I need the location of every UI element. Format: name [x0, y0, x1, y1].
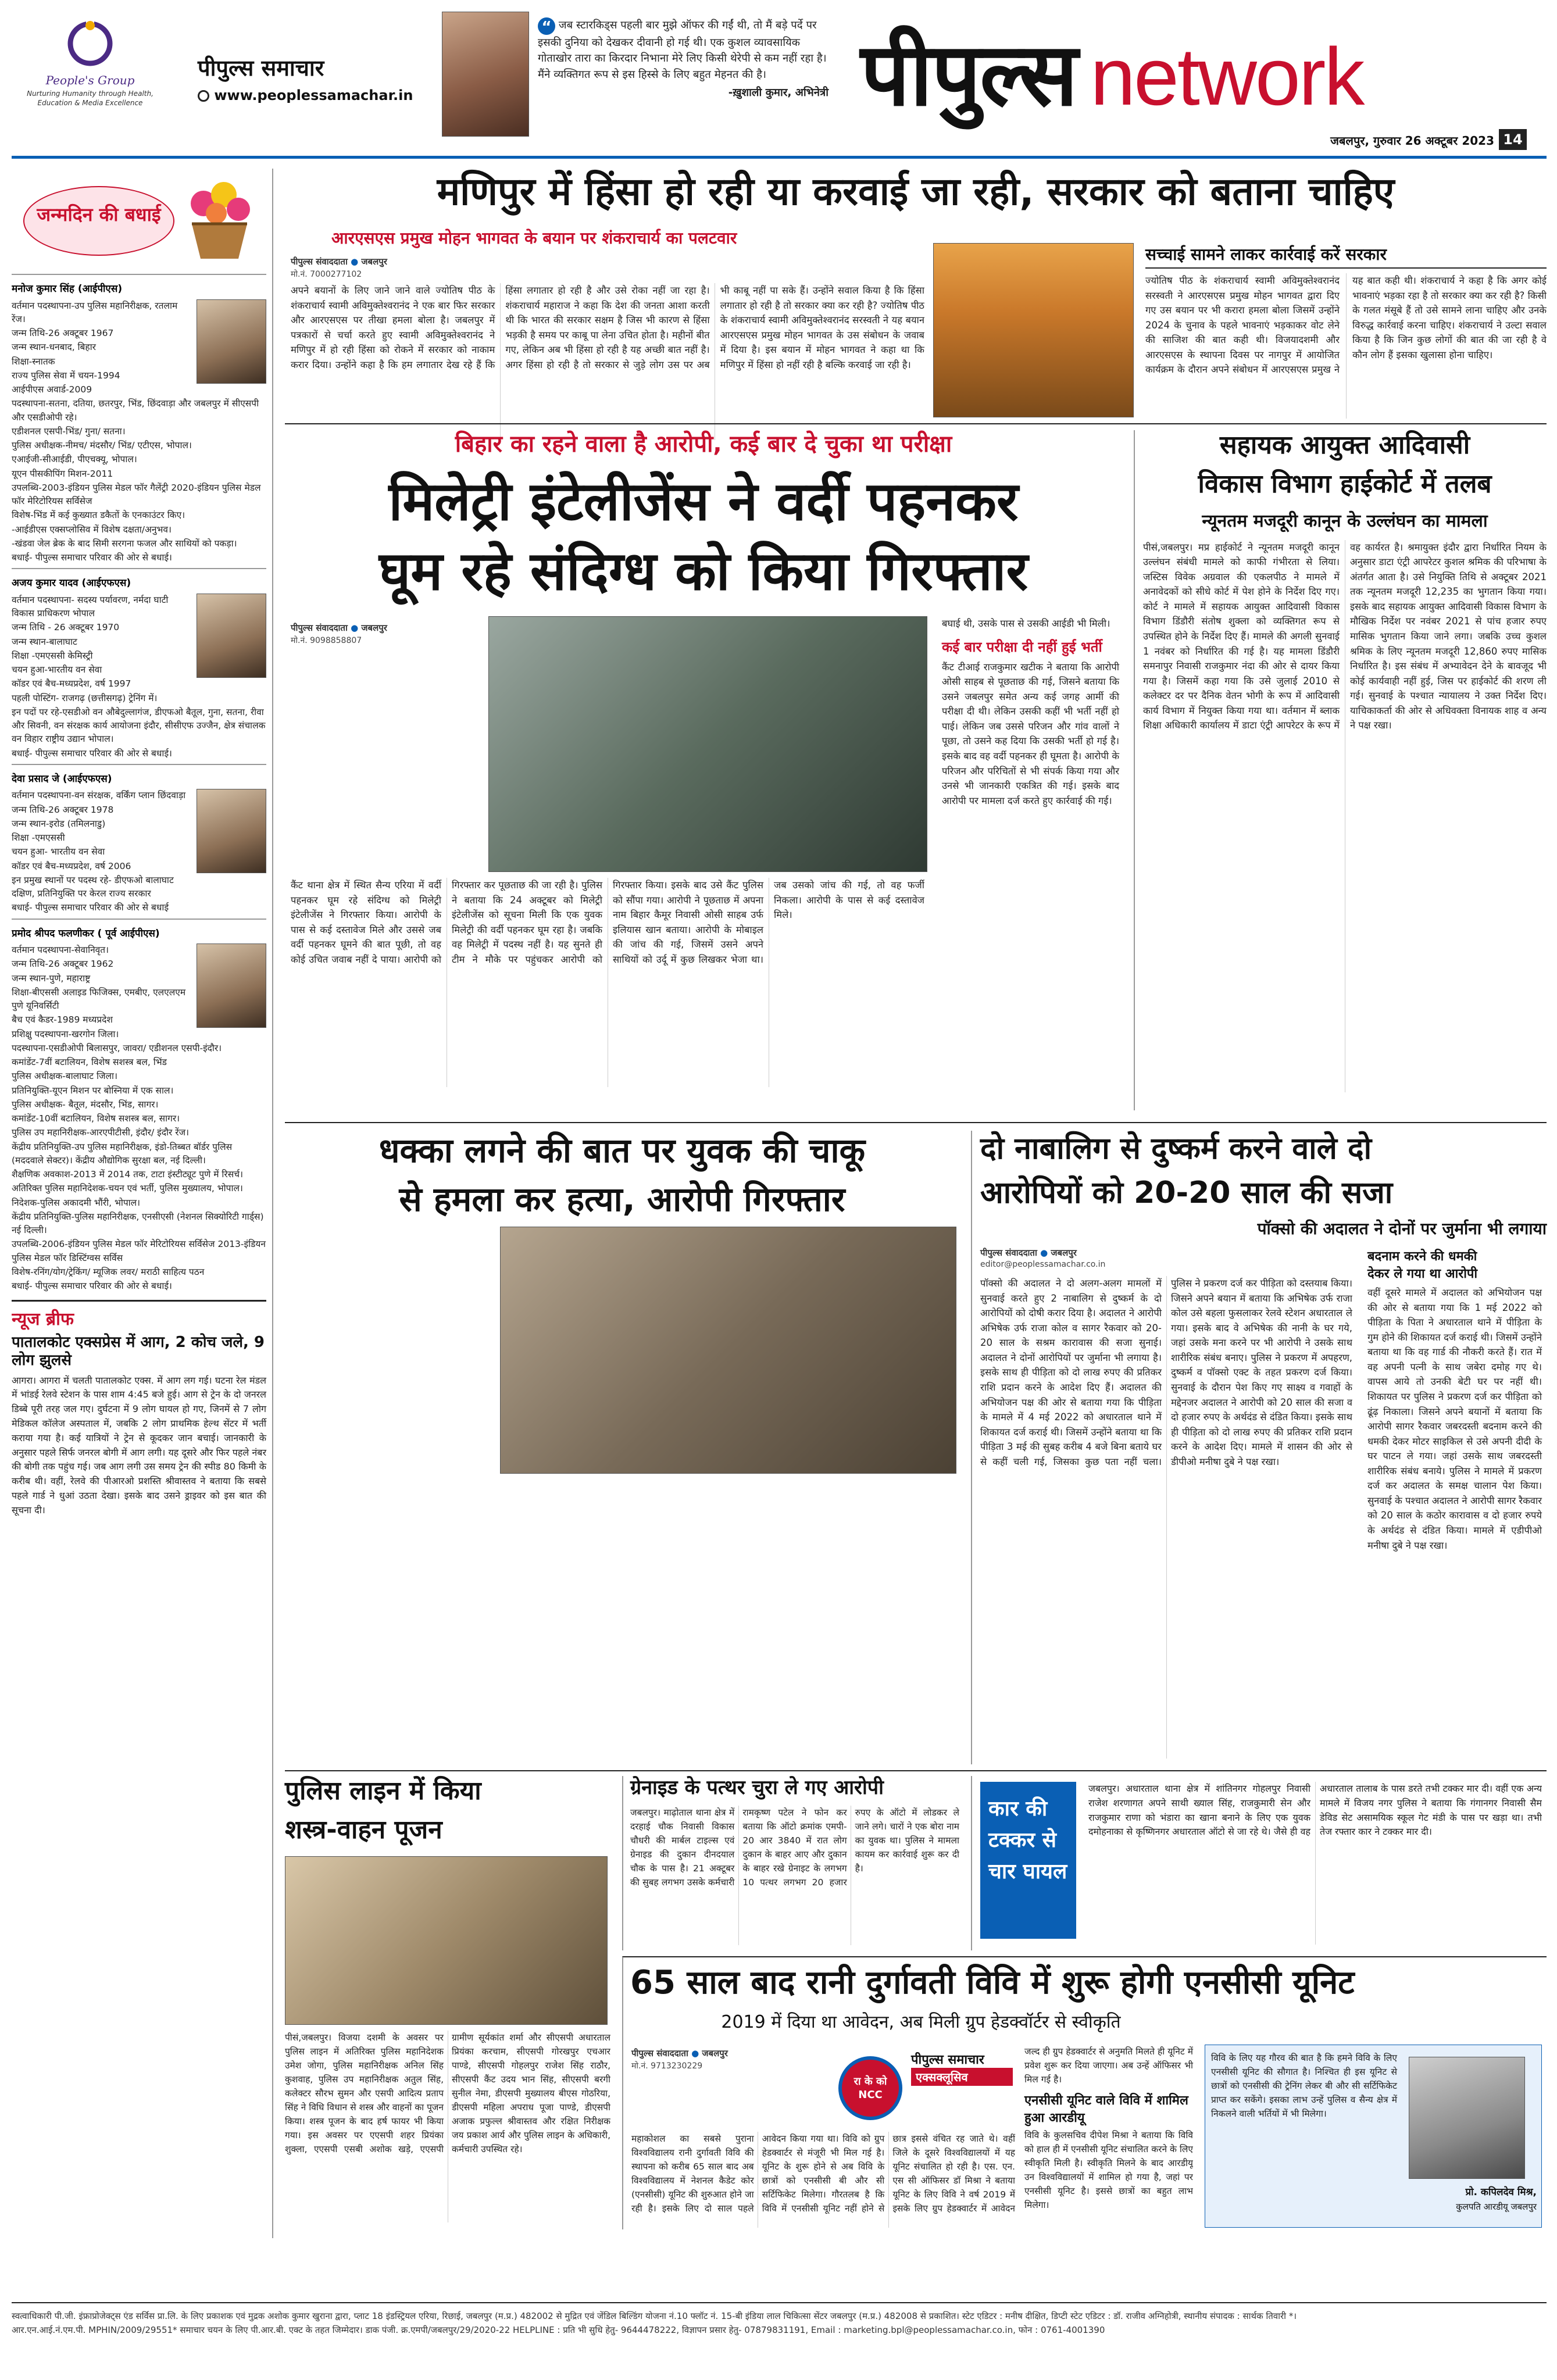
manipur-side-title: सच्चाई सामने लाकर कार्रवाई करें सरकार: [1145, 243, 1547, 269]
birthday-person-detail: जन्म स्थान-बालाघाट: [12, 636, 77, 647]
manipur-body: अपने बयानों के लिए जाने जाने वाले ज्योतिष पीठ के शंकराचार्य स्वामी अविमुक्तेश्वरानंद ने एक बार फिर सरकार और आरएसएस पर तीखा हमला बोला है। जबलपुर में पत्रकारों से चर्चा करते हुए स्वामी अविमुक्तेश्वरानंद ने मणिपुर में हो रही हिंसा को रोकने में सरकार को नाकाम करार दिया। उन्होंने कहा है कि हम लगातार देख रहे हैं कि हिंसा लगातार हो रही है और उसे रोका नहीं जा रहा है। शंकराचार्य महाराज ने कहा कि देश की जनता आशा करती थी कि भारत की सरकार सक्षम है जिस भी कारण से हिंसा भड़की है समय पर काबू पा लेना उचित होता है। महीनों बीत गए, लेकिन अब भी हिंसा हो रही है यह अच्छी बात नहीं है। अगर हिंसा हो रही है तो सरकार से जुड़े लोग उस पर अब भी काबू नहीं पा सके हैं। उन्होंने सवाल किया है कि हिंसा लगातार हो रही है तो सरकार क्या कर रही है? ज्योतिष पीठ के शंकराचार्य स्वामी अविमुक्तेश्वरानंद सरस्वती ने यह बयान आरएसएस प्रमुख मोहन भागवत के उस संबोधन के जवाब में दिया है। इस बयान में मोहन भागवत ने कहा था कि मणिपुर में हिंसा हो नहीं रही है बल्कि करवाई जा रही है।: [291, 285, 924, 370]
title-english: network: [1090, 31, 1363, 122]
birthday-person-photo: [197, 299, 266, 384]
small-brand-title: पीपुल्स समाचार: [198, 55, 324, 81]
ncc-body: महाकोशल का सबसे पुराना विश्वविद्यालय रानी दुर्गावती विवि की स्थापना को करीब 65 साल बाद अब विश्वविद्यालय में नेशनल कैडेट कोर (एनसीसी) यूनिट की शुरुआत होने जा रही है। इसके लिए दो साल पहले आवेदन किया गया था। विवि को ग्रुप हेडक्वार्टर से मंजूरी भी मिल गई है। यूनिट के शुरू होने से अब विवि के छात्रों को एनसीसी बी और सी सर्टिफिकेट मिलेगा। गौरतलब है कि विवि में एनसीसी यूनिट नहीं होने से छात्र इससे वंचित रह जाते थे। वहीं जिले के दूसरे विश्वविद्यालयों में यह यूनिट संचालित हो रही है। एस. एन. एस सी ऑफिसर डॉ मिश्रा ने बताया यूनिट के लिए विवि ने वर्ष 2019 में इसके लिए ग्रुप हेडक्वार्टर में आवेदन: [631, 2134, 1015, 2214]
website-text: www.peoplessamachar.in: [214, 87, 413, 103]
birthday-person-photo: [197, 594, 266, 678]
birthday-person-detail: वर्तमान पदस्थापना-उप पुलिस महानिरीक्षक, रतलाम रेंज।: [12, 300, 178, 324]
birthday-person-detail: जन्म स्थान-इरोड (तमिलनाडु): [12, 818, 106, 829]
ncc-headline: 65 साल बाद रानी दुर्गावती विवि में शुरू होगी एनसीसी यूनिट: [630, 1964, 1355, 2002]
news-brief-label: न्यूज ब्रीफ: [12, 1309, 74, 1330]
exclusive-tag: [911, 2050, 1013, 2086]
birthday-person-photo: [197, 789, 266, 873]
exclusive-brand: पीपुल्स समाचार: [911, 2053, 984, 2067]
shankaracharya-photo: [933, 243, 1134, 417]
military-mobile: मो.नं. 9098858807: [291, 636, 362, 645]
manipur-story: [285, 169, 1547, 424]
car-story: [971, 1776, 1547, 1950]
birthday-person: [12, 919, 266, 1293]
dateline: जबलपुर, गुरुवार 26 अक्टूबर 2023: [1330, 134, 1494, 148]
pocso-sub-title-2: देकर ले गया था आरोपी: [1367, 1267, 1478, 1281]
grenade-headline: ग्रेनाइड के पत्थर चुरा ले गए आरोपी: [630, 1776, 884, 1799]
ncc-quote-box: [1205, 2045, 1542, 2228]
hc-story: [1134, 430, 1547, 1110]
birthday-person-detail: पदस्थापना-एसडीओपी बिलासपुर, जावरा/ एडीशनल एसपी-इंदौर।: [12, 1042, 222, 1053]
military-headline-2: घूम रहे संदिग्ध को किया गिरफ्तार: [378, 540, 1029, 603]
brief-text: आगरा। आगरा में चलती पातालकोट एक्स. में आग लग गई। घटना रेल मंडल में भांडई रेलवे स्टेशन के पास शाम 4:45 बजे हुई। आग से ट्रेन के दो जनरल डिब्बे पूरी तरह जल गए। दुर्घटना में 9 लोग घायल हो गए, जिनमें से 7 लोग मेडिकल कॉलेज अस्पताल में, जबकि 2 लोग प्राथमिक हेल्थ सेंटर में भर्ती कराया गया है। कई यात्रियों ने ट्रेन से कूदकर जान बचाई। जानकारी के अनुसार पहले सिर्फ जनरल बोगी में आग लगी। यह दूसरे और फिर पहले नंबर की बोगी तक पहुंच गई। जब आग लगी उस समय ट्रेन की स्पीड 80 किमी के करीब थी। वहीं, रेलवे की पीआरओ प्रशस्ति श्रीवास्तव ने बताया कि सबसे पहले गार्ड ने धुआं उठता देखा। इसके बाद उसने ड्राइवर को इस बात की सूचना दी।: [12, 1374, 266, 1516]
birthday-person-detail: बैच एवं कैडर-1989 मध्यप्रदेश: [12, 1014, 113, 1025]
page-number: 14: [1499, 129, 1527, 150]
manipur-subhead: आरएसएस प्रमुख मोहन भागवत के बयान पर शंकराचार्य का पलटवार: [331, 228, 737, 248]
pocso-sub-body: वहीं दूसरे मामले में अदालत को अभियोजन पक्ष की ओर से बताया गया कि 1 मई 2022 को पीड़िता के पिता ने अधारताल थाने में पीड़िता के गुम होने की शिकायत दर्ज कराई थी। जिसमें उन्होंने बताया था कि वह गार्ड की नौकरी करते हैं। रात में वह अपनी पत्नी के साथ जबेरा दमोह गए थे। वापस आये तो उनकी बेटी घर पर नहीं थी। शिकायत पर पुलिस ने प्रकरण दर्ज कर पीड़िता को ढूंढ़ निकाला। जिसने अपने बयानों में बताया कि आरोपी सागर रैकवार जबरदस्ती बदनाम करने की धमकी देकर मोटर साइकिल से उसे अपनी दीदी के घर पाटन ले गया। जहां उसके साथ जबरदस्ती शारीरिक संबंध बनाये। पुलिस ने मामले में प्रकरण दर्ज कर अदालत के समक्ष चालान पेश किया। सुनवाई के पश्चात अदालत ने आरोपी सागर रैकवार को 20 साल के कठोर कारावास व दो हजार रुपये के अर्थदंड से दंडित किया। मामले में एडीपीओ मनीषा दुबे ने पक्ष रखा।: [1367, 1287, 1542, 1551]
birthday-person-detail: पुलिस अधीक्षक- बैतूल, मंदसौर, भिंड, सागर।: [12, 1099, 159, 1110]
military-body: कैंट थाना क्षेत्र में स्थित सैन्य एरिया में वर्दी पहनकर घूम रहे संदिग्ध को मिलेट्री इंटेलीजेंस ने गिरफ्तार किया। आरोपी के पास से कई दस्तावेज मिले और उससे जब वर्दी पहनकर घूमने की बात पूछी, तो वह कोई उचित जवाब नहीं दे पाया। आरोपी को गिरफ्तार कर पूछताछ की जा रही है। पुलिस ने बताया कि 24 अक्टूबर को मिलेट्री इंटेलीजेंस को सूचना मिली कि एक युवक मिलेट्री की वर्दी पहनकर घूम रहा है। जबकि वह मिलेट्री में पदस्थ नहीं है। यह सुनते ही टीम ने मौके पर पहुंचकर आरोपी को गिरफ्तार किया। इसके बाद उसे कैंट पुलिस को सौंपा गया। आरोपी ने पूछताछ में अपना नाम बिहार कैमूर निवासी ओसी साहब उर्फ इलियास खान बताया। आरोपी के मोबाइल की जांच की गई, जिसमें उसने अपने साथियों को उर्दू में कुछ लिखकर भेजा था। जब उसको जांच की गई, तो वह फर्जी निकला। आरोपी के पास से कई दस्तावेज मिले।: [291, 880, 924, 965]
pocso-sub-title-1: बदनाम करने की धमकी: [1367, 1249, 1477, 1264]
ncc-mobile: मो.नं. 9713230229: [631, 2061, 703, 2071]
website-link[interactable]: [198, 87, 442, 103]
military-kicker: बिहार का रहने वाला है आरोपी, कई बार दे चुका था परीक्षा: [455, 431, 952, 458]
birthday-person-detail: केंद्रीय प्रतिनियुक्ति-उप पुलिस महानिरीक्षक, इंडो-तिब्बत बॉर्डर पुलिस (मददवाले सेक्टर)। केंद्रीय औद्योगिक सुरक्षा बल, नई दिल्ली।: [12, 1141, 233, 1166]
birthday-person-detail: पुलिस अधीक्षक-बालाघाट जिला।: [12, 1071, 117, 1082]
birthday-person-detail: एआईजी-सीआईडी, पीएचक्यू, भोपाल।: [12, 454, 137, 465]
pocso-headline-1: दो नाबालिग से दुष्कर्म करने वाले दो: [980, 1131, 1372, 1166]
lower-rule: [285, 1770, 1547, 1771]
military-byline: पीपुल्स संवाददाता ● जबलपुर: [291, 623, 387, 633]
murder-headline-1: धक्का लगने की बात पर युवक की चाकू: [378, 1131, 866, 1170]
police-line-body: पीसं,जबलपुर। विजया दशमी के अवसर पर पुलिस लाइन में अतिरिक्त पुलिस महानिदेशक उमेश जोगा, पुलिस महानिरीक्षक अनिल सिंह कुशवाह, पुलिस उप महानिरीक्षक अतुल सिंह, कलेक्टर सौरभ सुमन और एसपी आदित्य प्रताप सिंह ने विधि विधान से शस्त्र और वाहनों का पूजन किया। शस्त्र पूजन के बाद हर्ष फायर भी किया गया। इस अवसर पर एएसपी शहर प्रियंका शुक्ला, एएसपी एसबी अशोक खड़े, एएसपी ग्रामीण सूर्यकांत शर्मा और सीएसपी अधारताल प्रियंका करचाम, सीएसपी गोरखपुर एचआर पाण्डे, सीएसपी गोहलपुर राजेश सिंह राठौर, सीएसपी कैंट उदय भान सिंह, सीएसपी बरगी सुनील नेमा, डीएसपी मुख्यालय बीएस गोठरिया, डीएसपी महिला अपराध पूजा पाण्डे, डीएसपी अजाक प्रफुल्ल श्रीवास्तव और रक्षित निरीक्षक जय प्रकाश आर्य और पुलिस लाइन के अधिकारी, कर्मचारी उपस्थित रहे।: [285, 2032, 610, 2154]
birthday-person-detail: कमांडेंट-7वीं बटालियन, विशेष सशस्त्र बल, भिंड: [12, 1057, 167, 1067]
police-line-headline-1: पुलिस लाइन में किया: [285, 1776, 481, 1806]
manipur-byline: पीपुल्स संवाददाता ● जबलपुर: [291, 256, 387, 267]
birthday-list: [12, 274, 266, 1293]
manipur-rule: [285, 423, 1547, 424]
birthday-person-detail: निदेशक-पुलिस अकादमी भौंरी, भोपाल।: [12, 1197, 141, 1208]
imprint-footer: [12, 2302, 1547, 2366]
birthday-person-detail: प्रतिनियुक्ति-यूएन मिशन पर बोस्निया में एक साल।: [12, 1085, 174, 1096]
manipur-side-body: ज्योतिष पीठ के शंकराचार्य स्वामी अविमुक्तेश्वरानंद सरस्वती ने आरएसएस प्रमुख मोहन भागवत द्वारा दिए गए उस बयान पर भी करारा हमला बोला जिसमें उन्होंने 2024 के चुनाव के पहले भावनाएं भड़काकर वोट लेने की साजिश की बात कही थी। विजयादशमी और आरएसएस के स्थापना दिवस पर नागपुर में आयोजित कार्यक्रम के दौरान अपने संबोधन में आरएसएस प्रमुख ने यह बात कही थी। शंकराचार्य ने कहा है कि अगर कोई भावनाएं भड़का रहा है तो सरकार क्या कर रही है? किसी के गलत मंसूबे हैं तो उसे सामने लाना चाहिए और उनके विरुद्ध कार्रवाई करना चाहिए। शंकराचार्य ने उल्टा सवाल किया है कि जिन कुछ लोगों की बात की जा रही है वे कौन लोग हैं इसका खुलासा होना चाहिए।: [1145, 275, 1547, 376]
birthday-person-name: प्रमोद श्रीपद फलणीकर ( पूर्व आईपीएस): [12, 927, 160, 939]
quote-icon: “: [538, 17, 555, 35]
birthday-person-name: अजय कुमार यादव (आईएफएस): [12, 577, 131, 589]
birthday-person-detail: राज्य पुलिस सेवा में चयन-1994: [12, 370, 120, 381]
brief-headline: पातालकोट एक्सप्रेस में आग, 2 कोच जले, 9 लोग झुलसे: [12, 1334, 265, 1370]
birthday-title: जन्मदिन की बधाई: [23, 186, 174, 256]
manipur-sidebox: [1145, 243, 1547, 420]
birthday-person-detail: केंद्रीय प्रतिनियुक्ति-पुलिस महानिरीक्षक, एनसीएसी (नेशनल सिक्योरिटी गार्ड्स) नई दिल्ली।: [12, 1211, 264, 1235]
ncc-side-author: प्रो. कपिलदेव मिश्र,: [1465, 2186, 1537, 2198]
ncc-body-2: जल्द ही ग्रुप हेडक्वार्टर से अनुमति मिलते ही यूनिट में प्रवेश शुरू कर दिया जाएगा। अब उन्हें ऑफिसर भी मिल गई है।: [1024, 2046, 1193, 2085]
birthday-person-detail: शिक्षा -एमएससी केमिस्ट्री: [12, 650, 93, 661]
manipur-headline: मणिपुर में हिंसा हो रही या करवाई जा रही, सरकार को बताना चाहिए: [437, 169, 1395, 214]
birthday-person-detail: वर्तमान पदस्थापना-सेवानिवृत।: [12, 945, 109, 955]
birthday-person-detail: उपलब्धि-2006-इंडियन पुलिस मेडल फॉर मेरिटोरियस सर्विसेज 2013-इंडियन पुलिस मेडल फॉर डिस्टिंग्वस सर्विस: [12, 1239, 266, 1263]
ncc-sub-body: विवि के कुलसचिव दीपेश मिश्रा ने बताया कि विवि को हाल ही में एनसीसी यूनिट संचालित करने के लिए स्वीकृति मिली है। स्वीकृति मिलने के बाद आरडीयू उन विश्वविद्यालयों में शामिल हो गया है, जहां पर एनसीसी यूनिट है। इससे छात्रों का बहुत लाभ मिलेगा।: [1024, 2130, 1193, 2211]
birthday-person-detail: शैक्षणिक अवकाश-2013 में 2014 तक, टाटा इंस्टीट्यूट पुणे में रिसर्च।: [12, 1169, 243, 1180]
pocso-email: editor@peoplessamachar.co.in: [980, 1260, 1106, 1269]
small-brand: [198, 52, 442, 103]
birthday-person-detail: जन्म स्थान-धनबाद, बिहार: [12, 342, 96, 353]
ncc-logo: रा के को NCC: [838, 2056, 902, 2120]
birthday-person-detail: जन्म स्थान-पुणे, महाराष्ट्र: [12, 973, 91, 984]
birthday-person-detail: पुलिस उप महानिरीक्षक-आरएपीटीसी, इंदौर/ इंदौर रेंज।: [12, 1127, 189, 1138]
ncc-byline: पीपुल्स संवाददाता ● जबलपुर: [631, 2048, 728, 2059]
ncc-side-author-role: कुलपति आरडीयू जबलपुर: [1456, 2202, 1537, 2212]
actress-photo: [442, 12, 529, 137]
birthday-person-detail: शिक्षा-स्नातक: [12, 356, 55, 367]
peoples-group-logo-icon: [64, 17, 116, 70]
flower-basket-icon: [180, 177, 259, 262]
pocso-byline: पीपुल्स संवाददाता ● जबलपुर: [980, 1248, 1077, 1258]
group-name: People's Group: [45, 73, 135, 87]
ncc-subhead: 2019 में दिया था आवेदन, अब मिली ग्रुप हेडक्वॉर्टर से स्वीकृति: [721, 2012, 1121, 2033]
birthday-person: [12, 274, 266, 564]
birthday-person-detail: -आईडीएस एक्सप्लोसिव में विशेष दक्षता/अनुभव।: [12, 524, 172, 535]
birthday-person-detail: जन्म तिथि-26 अक्टूबर 1967: [12, 328, 114, 338]
group-tagline: Nurturing Humanity through Health, Education & Media Excellence: [27, 90, 153, 107]
masthead-rule: [12, 156, 1547, 159]
grenade-story: [622, 1776, 959, 1950]
grenade-body: जबलपुर। माढ़ोताल थाना क्षेत्र में दरहाई चौक निवासी विकास चौधरी की मार्बल टाइल्स एवं ग्रेनाइड की दुकान दीनदयाल चौक के पास है। 21 अक्टूबर की सुबह लगभग उसके कर्मचारी रामकृष्ण पटेल ने फोन कर बताया कि ऑटो क्रमांक एमपी- 20 आर 3840 में रात लोग दुकान के बाहर आए और दुकान के बाहर रखे ग्रेनाइट के लगभग 10 पत्थर लगभग 20 हजार रुपए के ऑटो में लोडकर ले जाने लगे। चारों ने एक बोरा नाम का युवक था। पुलिस ने मामला कायम कर कार्रवाई शुरू कर दी है।: [630, 1807, 959, 1888]
birthday-person-detail: जन्म तिथि-26 अक्टूबर 1978: [12, 804, 114, 815]
birthday-person-detail: इन पदों पर रहे-एसडीओ वन औबेदुल्लागंज, डीएफओ बैतूल, गुना, सतना, रीवा और सिवनी, वन संरक्षक कार्य आयोजना इंदौर, सीसीएफ उज्जैन, क्षेत्र संचालक वन विहार राष्ट्रीय उद्यान भोपाल।: [12, 706, 266, 745]
military-end-text: बघाई थी, उसके पास से उसकी आईडी भी मिली।: [942, 618, 1110, 629]
birthday-person: [12, 568, 266, 760]
birthday-person-detail: पुलिस अधीक्षक-नीमच/ मंदसौर/ भिंड/ एटीएस, भोपाल।: [12, 440, 192, 451]
actress-quote: “ जब स्टारकिड्स पहली बार मुझे ऑफर की गईं थी, तो मैं बड़े पर्दे पर इसकी दुनिया को देखकर दीवानी हो गई थी। एक कुशल व्यावसायिक गोताखोर तारा का किरदार निभाना मेरे लिए किसी थेरेपी से कम नहीं रहा है। मैंने व्यक्तिगत रूप से इस हिस्से के लिए बहुत मेहनत की है। -ख़ुशाली कुमार, अभिनेत्री: [538, 17, 829, 101]
birthday-person-detail: बधाई- पीपुल्स समाचार परिवार की ओर से बधाई: [12, 902, 169, 913]
birthday-person-detail: कॉडर एवं बैच-मध्यप्रदेश, वर्ष 2006: [12, 860, 131, 871]
birthday-person-detail: विशेष-भिंड में कई कुख्यात डकैतों के एनकाउंटर किए।: [12, 510, 185, 521]
birthday-sidebar: [12, 169, 273, 2238]
military-headline-1: मिलेट्री इंटेलीजेंस ने वर्दी पहनकर: [388, 470, 1019, 533]
birthday-person-detail: चयन हुआ- भारतीय वन सेवा: [12, 846, 105, 857]
murder-body: [291, 1230, 954, 1759]
pocso-headline-2: आरोपियों को 20-20 साल की सजा: [980, 1175, 1393, 1211]
birthday-person-detail: विशेष-रनिंग/योग/ट्रेकिंग/ म्यूजिक लवर/ मराठी साहित्य पठन: [12, 1266, 205, 1277]
birthday-person-detail: इन प्रमुख स्थानों पर पदस्थ रहे- डीएफओ बालाघाट दक्षिण, प्रतिनियुक्ति पर केरल राज्य सरकार: [12, 874, 174, 899]
hc-body: पीसं,जबलपुर। मप्र हाईकोर्ट ने न्यूनतम मजदूरी कानून उल्लंघन संबंधी मामले को काफी गंभीरता से लिया। जस्टिस विवेक अग्रवाल की एकलपीठ ने मामले में अनावेदकों को सीधे कोर्ट में पेश होने के निर्देश दिए गए। कोर्ट ने मामले में सहायक आयुक्त आदिवासी विकास विभाग डिंडौरी संतोष शुक्ला को व्यक्तिगत रूप से उपस्थित होने के निर्देश दिए हैं। मामले की अगली सुनवाई 1 नवंबर को निर्धारित की गई है। यह मामला डिंडौरी समनापुर निवासी राजकुमार नंदा की ओर से दायर किया गया है। जिसमें कहा गया कि उसे जुलाई 2010 से कलेक्टर दर पर दैनिक वेतन भोगी के रूप में आदिवासी कार्य विभाग में नियुक्त किया गया था। वर्तमान में ब्लाक शिक्षा अधिकारी कार्यालय में डाटा एंट्री आपरेटर के रूप में वह कार्यरत है। श्रमायुक्त इंदौर द्वारा निर्धारित नियम के अनुसार डाटा एंट्री आपरेटर कुशल श्रमिक की परिभाषा के अंतर्गत आता है। उसे नियुक्ति तिथि से अक्टूबर 2021 तक न्यूनतम मजदूरी 12,235 का भुगतान किया गया। इसके बाद सहायक आयुक्त आदिवासी विकास विभाग के मौखिक निर्देश पर नवंबर 2021 से पांच हजार रुपए मासिक भुगतान किया जाने लगा। जबकि उच्च कुशल श्रमिक के लिए न्यूनतम मजदूरी 12,860 रुपए मासिक निर्धारित है। इस संबंध में अभ्यावेदन देने के बावजूद भी कोई कार्यवाही नहीं हुई, जिस पर हाईकोर्ट की शरण ली गई। सुनवाई के पश्चात न्यायालय ने उक्त निर्देश दिए। याचिकाकर्ता की ओर से अधिवक्ता विनायक शाह व अन्य ने पक्ष रखा।: [1143, 541, 1547, 731]
birthday-person: [12, 764, 266, 915]
birthday-person-detail: चयन हुआ-भारतीय वन सेवा: [12, 664, 102, 675]
birthday-person-detail: कमांडेंट-10वीं बटालियन, विशेष सशस्त्र बल, सागर।: [12, 1113, 180, 1124]
title-hindi: पीपुल्स: [860, 24, 1077, 126]
birthday-person-name: देवा प्रसाद जे (आईएफएस): [12, 773, 112, 785]
pocso-sidebox: [1367, 1247, 1542, 1759]
birthday-person-detail: वर्तमान पदस्थापना-वन संरक्षक, वर्किंग प्लान छिंदवाड़ा: [12, 790, 186, 801]
birthday-banner: [12, 169, 266, 270]
car-box: कार की टक्कर से चार घायल: [980, 1782, 1076, 1939]
birthday-person-detail: बधाई- पीपुल्स समाचार परिवार की ओर से बधाई।: [12, 552, 172, 563]
birthday-person-detail: अतिरिक्त पुलिस महानिदेशक-चयन एवं भर्ती, पुलिस मुख्यालय, भोपाल।: [12, 1183, 243, 1194]
birthday-person-detail: बधाई- पीपुल्स समाचार परिवार की ओर से बधाई।: [12, 748, 172, 759]
birthday-person-detail: बधाई- पीपुल्स समाचार परिवार की ओर से बधाई।: [12, 1281, 172, 1291]
birthday-person-detail: प्रशिक्षु पदस्थापना-खरगोन जिला।: [12, 1028, 119, 1039]
pocso-story: [971, 1131, 1547, 1764]
military-sub-body: कैंट टीआई राजकुमार खटीक ने बताया कि आरोपी ओसी साहब से पूछताछ की गई, जिसने बताया कि उसने जबलपुर समेत अन्य कई जगह आर्मी की परीक्षा दी थी। लेकिन उसकी कहीं भी भर्ती नहीं हो पाई। लेकिन जब उससे परिजन और गांव वालों ने पूछा, तो उसने कह दिया कि उसकी भर्ती हो गई है। इसके बाद वह वर्दी पहनकर ही घूमता है। आरोपी के परिजन और परिचितों से भी संपर्क किया गया और उनसे भी जानकारी एकत्रित की गई। इसके बाद आरोपी पर मामला दर्ज करते हुए कार्रवाई की गई।: [942, 661, 1119, 806]
birthday-person-detail: जन्म तिथि - 26 अक्टूबर 1970: [12, 622, 120, 633]
quote-author: -ख़ुशाली कुमार, अभिनेत्री: [728, 87, 829, 99]
weapon-worship-photo: [285, 1856, 608, 2025]
hc-headline-2: विकास विभाग हाईकोर्ट में तलब: [1198, 469, 1492, 499]
police-line-story: [285, 1776, 610, 2229]
birthday-person-detail: जन्म तिथि-26 अक्टूबर 1962: [12, 959, 114, 970]
birthday-person-name: मनोज कुमार सिंह (आईपीएस): [12, 283, 123, 295]
manipur-mobile: मो.नं. 7000277102: [291, 270, 362, 279]
hc-headline-1: सहायक आयुक्त आदिवासी: [1219, 430, 1470, 460]
birthday-person-photo: [197, 944, 266, 1028]
ncc-side-quote: विवि के लिए यह गौरव की बात है कि हमने विवि के लिए एनसीसी यूनिट की सौगात है। निश्चित ही इस यूनिट से छात्रों को एनसीसी की ट्रेनिंग लेकर बी और सी सर्टिफिकेट प्राप्त कर सकेंगे। इसका लाभ उन्हें पुलिस व सैन्य क्षेत्र में निकलने वाली भर्तियों में भी मिलेगा।: [1211, 2053, 1397, 2120]
masthead: [0, 0, 1557, 160]
birthday-person-detail: शिक्षा-बीएससी अलाइड फिजिक्स, एमबीए, एलएलएम पुणे यूनिवर्सिटी: [12, 987, 186, 1011]
police-line-headline-2: शस्त्र-वाहन पूजन: [285, 1814, 442, 1845]
birthday-person-detail: -खंडवा जेल ब्रेक के बाद सिमी सरगना फजल और साथियों को पकड़ा।: [12, 538, 237, 549]
military-sidebox: [942, 616, 1119, 1087]
birthday-person-detail: पदस्थापना-सतना, दतिया, छतरपुर, भिंड, छिंदवाड़ा और जबलपुर में सीएसपी और एसडीओपी रहे।: [12, 398, 259, 423]
paper-title: [860, 12, 1547, 126]
birthday-person-detail: एडीशनल एसपी-भिंड/ गुना/ सतना।: [12, 426, 126, 437]
pocso-subhead: पॉक्सो की अदालत ने दोनों पर जुर्माना भी लगाया: [1257, 1218, 1547, 1238]
news-brief: [12, 1300, 266, 1517]
birthday-person-detail: कॉडर एवं बैच-मध्यप्रदेश, वर्ष 1997: [12, 678, 131, 689]
birthday-person-detail: पहली पोस्टिंग- राजगढ़ (छत्तीसगढ़) ट्रेनिंग में।: [12, 692, 158, 703]
military-sub-title: कई बार परीक्षा दी नहीं हुई भर्ती: [942, 638, 1102, 655]
imprint-line-2: आर.एन.आई.नं.एम.पी. MPHIN/2009/29551* समाचार चयन के लिए पी.आर.बी. एक्ट के तहत जिम्मेदार। डाक पंजी. क्र.एमपी/जबलपुर/29/2020-22 HELPLINE : प्रति भी सुधि हेतु- 9644478222, विज्ञापन प्रसार हेतु- 07879831191, Email : marketing.bpl@peoplessamachar.co.in, फोन : 0761-4001390: [12, 2325, 1105, 2335]
mid-rule: [285, 1122, 1547, 1123]
ncc-story: [622, 1956, 1547, 2229]
murder-story: [285, 1131, 959, 1764]
military-story: [285, 430, 1122, 1110]
birthday-person-detail: शिक्षा -एमएससी: [12, 832, 65, 843]
hc-subhead: न्यूनतम मजदूरी कानून के उल्लंघन का मामला: [1202, 510, 1488, 531]
murder-headline-2: से हमला कर हत्या, आरोपी गिरफ्तार: [399, 1179, 845, 1219]
imprint-line-1: स्वत्वाधिकारी पी.जी. इंफ्राप्रोजेक्ट्स एंड सर्विस प्रा.लि. के लिए प्रकाशक एवं मुद्रक अशोक कुमार खुराना द्वारा, प्लाट 18 इंडस्ट्रियल एरिया, रिछाई, जबलपुर (म.प्र.) 482002 से मुद्रित एवं जेंडिल बिल्डिंग योजना नं.10 फ्लॉट नं. 15-बी इंडिया लाल चिकित्सा सेंटर जबलपुर (म.प्र.) 482008 से प्रकाशित। स्टेट एडिटर : मनीष दीक्षित, डिप्टी स्टेट एडिटर : डॉ. राजीव अग्निहोत्री, स्थानीय संपादक : सार्थक तिवारी *।: [12, 2311, 1297, 2321]
peoples-group-logo: [17, 17, 163, 151]
birthday-person-detail: यूएन पीसकीपिंग मिशन-2011: [12, 468, 113, 479]
birthday-person-detail: आईपीएस अवार्ड-2009: [12, 384, 92, 395]
exclusive-label: एक्सक्लूसिव: [911, 2068, 1013, 2086]
car-body: जबलपुर। अधारताल थाना क्षेत्र में शांतिनगर गोहलपुर निवासी राजेश शरणागत अपने साथी ख्याल सिंह, राजकुमारी सेन और राजकुमार राणा को भंडारा का खाना बनाने के लिए एक युवक दमोहनाका से कृष्णिनगर अधारताल ऑटो से जा रहे थे। जैसे ही वह अधारताल तालाब के पास डरते तभी टक्कर मार दी। वहीं एक अन्य मामले में विजय नगर पुलिस ने बताया कि गंगानगर निवासी सैम डेविड सेट असामयिक स्कूल गेट मंडी के पास पर खड़ा था। तभी तेज रफ्तार कार ने टक्कर मार दी।: [1088, 1783, 1542, 1838]
birthday-person-detail: वर्तमान पदस्थापना- सदस्य पर्यावरण, नर्मदा घाटी विकास प्राधिकरण भोपाल: [12, 594, 169, 619]
pocso-body: पॉक्सो की अदालत ने दो अलग-अलग मामलों में सुनवाई करते हुए 2 नाबालिग से दुष्कर्म के दो आरोपियों को दोषी करार दिया है। अदालत ने आरोपी अभिषेक उर्फ राजा कोल व सागर रैकवार को 20-20 साल के सश्रम कारावास की सजा सुनाई। अदालत ने दोनों आरोपियों पर जुर्माना भी लगाया है। इसके साथ ही पीड़िता को दो लाख रुपए की प्रतिकर राशि प्रदान करने के आदेश दिए हैं। अदालत की अभियोजन पक्ष की ओर से बताया गया कि पीड़िता के मामले में 4 मई 2022 को अधारताल थाने में शिकायत दर्ज कराई थी। जिसमें उन्होंने बताया था कि पीड़िता 3 मई की सुबह करीब 4 बजे बिना बताये घर से कहीं चली गई, जिसका कुछ पता नहीं चला। पुलिस ने प्रकरण दर्ज कर पीड़िता को दस्तयाब किया। जिसने अपने बयान में बताया कि अभिषेक उर्फ राजा कोल उसे बहला फुसलाकर रेलवे स्टेशन अधारताल ले गया। इसके बाद वे अभिषेक की नानी के घर गये, जहां उसके मना करने पर भी आरोपी ने उसके साथ शारीरिक संबंध बनाए। पुलिस ने प्रकरण में अपहरण, दुष्कर्म व पॉक्सो एक्ट के तहत प्रकरण दर्ज किया। सुनवाई के दौरान पेश किए गए साक्ष्य व गवाहों के मद्देनजर अदालत ने आरोपी को 20 साल की सजा व दो हजार रुपए के अर्थदंड से दंडित किया। इसके साथ ही पीड़िता को दो लाख रुपए की प्रतिकर राशि प्रदान करने के आदेश दिए। मामले में शासन की ओर से डीपीओ मनीषा दुबे ने पक्ष रखा।: [980, 1278, 1352, 1467]
birthday-person-detail: उपलब्धि-2003-इंडियन पुलिस मेडल फॉर गैलेंट्री 2020-इंडियन पुलिस मेडल फॉर मेरिटोरियस सर्विसेज: [12, 482, 261, 506]
ncc-sub-title: एनसीसी यूनिट वाले विवि में शामिल हुआ आरडीयू: [1024, 2093, 1188, 2126]
vice-chancellor-photo: [1409, 2057, 1525, 2179]
globe-icon: [198, 90, 209, 102]
